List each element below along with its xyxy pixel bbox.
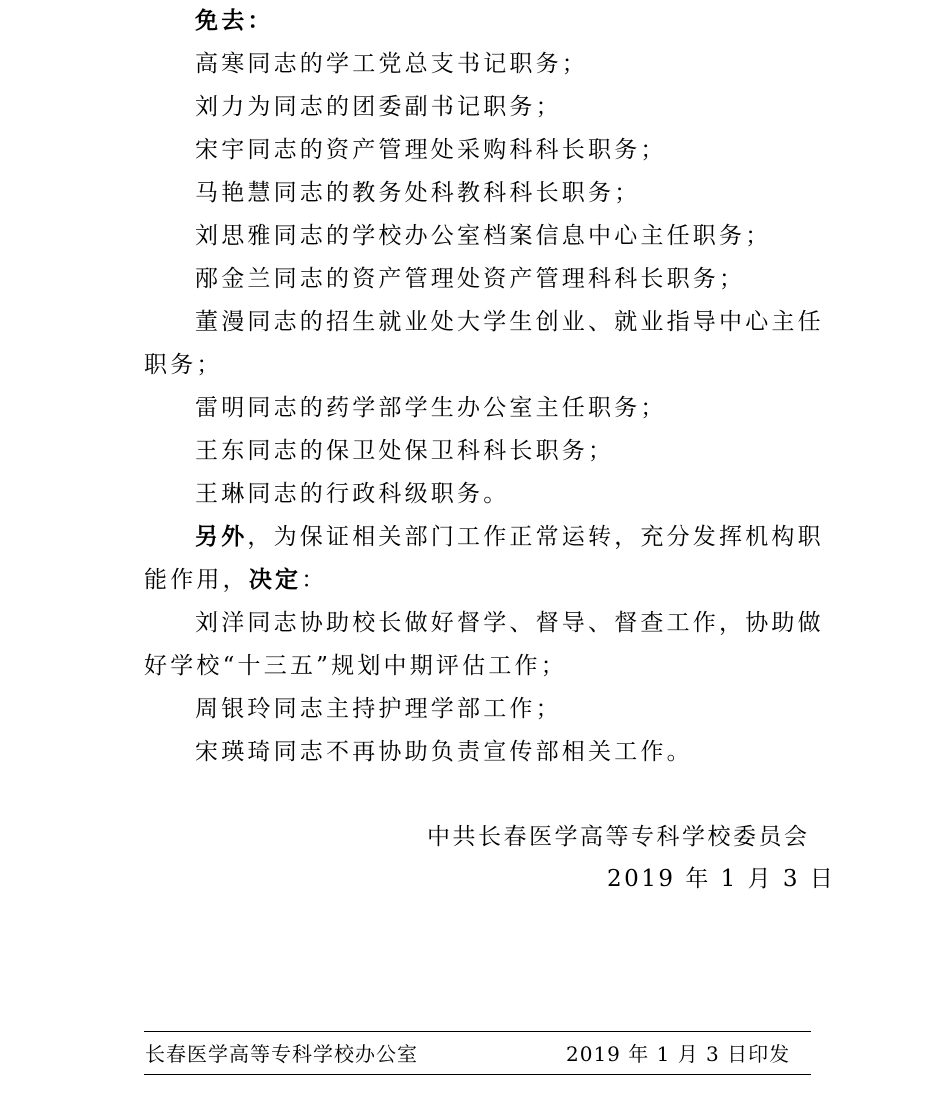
dismissal-item: 王东同志的保卫处保卫科科长职务； xyxy=(195,438,615,464)
footer-issue-date: 2019 年 1 月 3 日印发 xyxy=(566,1042,791,1066)
dismissal-item: 宋宇同志的资产管理处采购科科长职务； xyxy=(195,137,667,163)
decision-item: 刘洋同志协助校长做好督学、督导、督查工作，协助做 xyxy=(195,610,824,636)
section-heading-dismissal: 免去： xyxy=(195,7,274,34)
decide-keyword: 决定 xyxy=(248,566,302,593)
additional-paragraph-line1 xyxy=(195,522,865,552)
signature-date: 2019 年 1 月 3 日 xyxy=(607,866,836,892)
additional-paragraph-line2 xyxy=(144,565,814,595)
dismissal-item: 雷明同志的药学部学生办公室主任职务； xyxy=(195,395,667,421)
additional-line2-post: ： xyxy=(301,567,328,593)
footer-top-rule xyxy=(144,1031,811,1032)
signature-organization: 中共长春医学高等专科学校委员会 xyxy=(427,824,810,850)
footer-issuer: 长春医学高等专科学校办公室 xyxy=(145,1042,418,1066)
dismissal-item: 邴金兰同志的资产管理处资产管理科科长职务； xyxy=(195,266,746,292)
decision-item-continuation: 好学校“十三五”规划中期评估工作； xyxy=(144,653,567,679)
decision-item: 周银玲同志主持护理学部工作； xyxy=(195,696,562,722)
additional-lead: 另外 xyxy=(195,523,248,550)
dismissal-item: 刘力为同志的团委副书记职务； xyxy=(195,94,562,120)
footer-bottom-rule xyxy=(144,1074,811,1075)
additional-line1-text: ，为保证相关部门工作正常运转，充分发挥机构职 xyxy=(247,524,824,550)
dismissal-item: 王琳同志的行政科级职务。 xyxy=(195,481,510,507)
dismissal-item: 董漫同志的招生就业处大学生创业、就业指导中心主任 xyxy=(195,309,824,335)
dismissal-item: 高寒同志的学工党总支书记职务； xyxy=(195,51,588,77)
dismissal-item: 马艳慧同志的教务处科教科科长职务； xyxy=(195,180,641,206)
dismissal-item-continuation: 职务； xyxy=(144,352,223,378)
decision-item: 宋瑛琦同志不再协助负责宣传部相关工作。 xyxy=(195,739,693,765)
additional-line2-pre: 能作用， xyxy=(144,567,249,593)
dismissal-item: 刘思雅同志的学校办公室档案信息中心主任职务； xyxy=(195,223,772,249)
